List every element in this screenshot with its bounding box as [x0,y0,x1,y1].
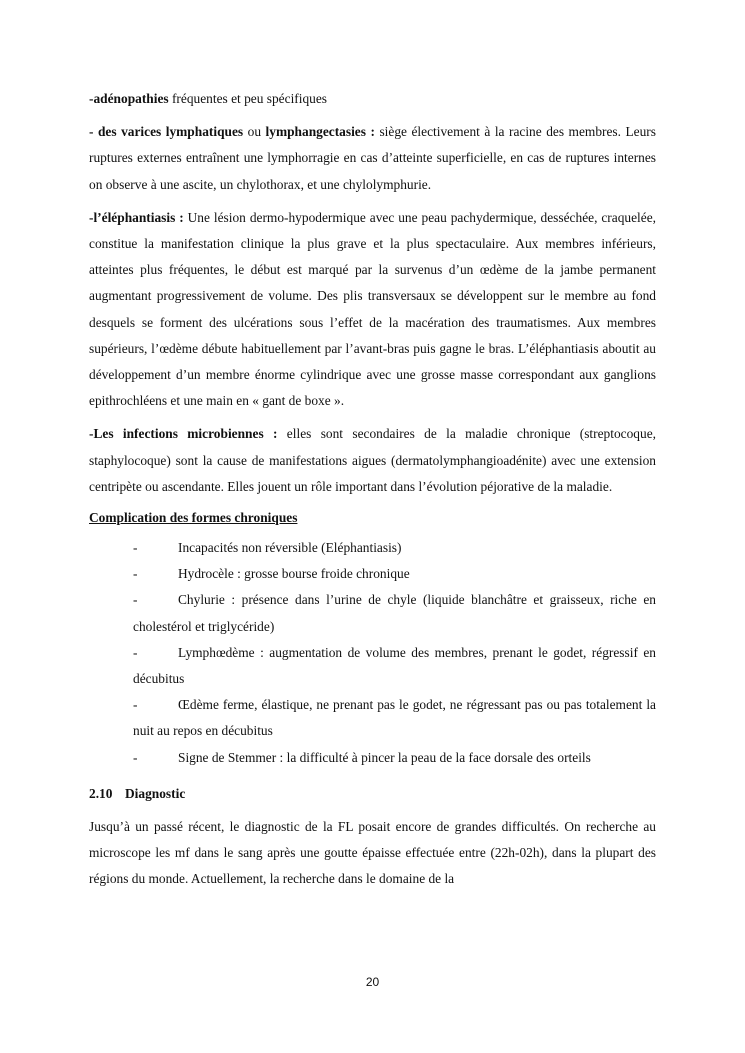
term-infections: -Les infections microbiennes : [89,426,278,442]
list-item [133,640,656,692]
list-item-text: Chylurie : présence dans l’urine de chyle (liquide blanchâtre et graisseux, riche en cholestérol et triglycéride) [133,592,656,634]
page-number: 20 [365,975,380,989]
term-lymphangectasies: lymphangectasies : [265,124,375,140]
bullet-dash: - [133,749,138,765]
paragraph-varices [89,119,656,198]
bullet-dash: - [133,644,138,660]
list-item-text: Œdème ferme, élastique, ne prenant pas le godet, ne régressant pas ou pas totalement la nuit au repos en décubitus [133,697,656,739]
text-adenopathies: fréquentes et peu spécifiques [168,91,328,106]
complications-heading: Complication des formes chroniques [89,510,298,526]
complications-list [89,535,656,771]
paragraph-infections [89,421,656,500]
text-varices: siège électivement à la racine des membres. Leurs ruptures externes entraînent une lymphorragie en cas d’atteinte superficielle, en cas de ruptures internes on observe à une ascite, un chylothorax, et une chylolymphurie. [89,124,656,192]
paragraph-diagnostic: Jusqu’à un passé récent, le diagnostic de la FL posait encore de grandes difficultés. On recherche au microscope les mf dans le sang après une goutte épaisse effectuée entre (22h-02h), dans la plupart des régions du monde. Actuellement, la recherche dans le domaine de la [89,818,656,887]
list-item [133,745,656,771]
section-heading [89,781,656,807]
term-adenopathies: -adénopathies [89,91,169,106]
term-varices: - des varices lymphatiques [89,124,244,140]
connector-ou: ou [243,124,266,140]
paragraph-elephantiasis [89,205,656,415]
list-item [133,535,656,561]
list-item-text: Lymphœdème : augmentation de volume des membres, prenant le godet, régressif en décubitus [133,644,656,687]
list-item [133,692,656,744]
term-elephantiasis: -l’éléphantiasis : [89,209,184,225]
bullet-dash: - [133,592,138,608]
list-item-text: Incapacités non réversible (Eléphantiasis) [178,540,402,556]
bullet-dash: - [133,566,138,582]
list-item [133,587,656,639]
text-infections: elles sont secondaires de la maladie chronique (streptocoque, staphylocoque) sont la cause de manifestations aigues (dermatolymphangioadénite) avec une extension centripète ou ascendante. Elles jouent un rôle important dans l’évolution péjorative de la maladie. [89,426,656,494]
list-item-text: Hydrocèle : grosse bourse froide chronique [178,566,410,582]
page-content [89,86,656,892]
text-elephantiasis: Une lésion dermo-hypodermique avec une peau pachydermique, desséchée, craquelée, constitue la manifestation clinique la plus grave et la plus spectaculaire. Aux membres inférieurs, atteintes plus fréquentes, le début est marqué par la survenus d’un œdème de la jambe permanent augmentant progressivement de volume. Des plis transversaux se développent sur le membre au fond desquels se forment des ulcérations sous l’effet de la macération des traumatismes. Aux membres supérieurs, l’œdème débute habituellement par l’avant-bras puis gagne le bras. L’éléphantiasis aboutit au développement d’un membre énorme cylindrique avec une grosse masse correspondant aux ganglions epithrochléens et une main en « gant de boxe ». [89,209,656,409]
paragraph-adenopathies [89,86,656,112]
section-number: 2.10 [89,785,113,801]
list-item-text: Signe de Stemmer : la difficulté à pincer la peau de la face dorsale des orteils [178,749,591,765]
section-title: Diagnostic [125,785,186,801]
bullet-dash: - [133,540,138,556]
bullet-dash: - [133,697,138,713]
list-item [133,561,656,587]
